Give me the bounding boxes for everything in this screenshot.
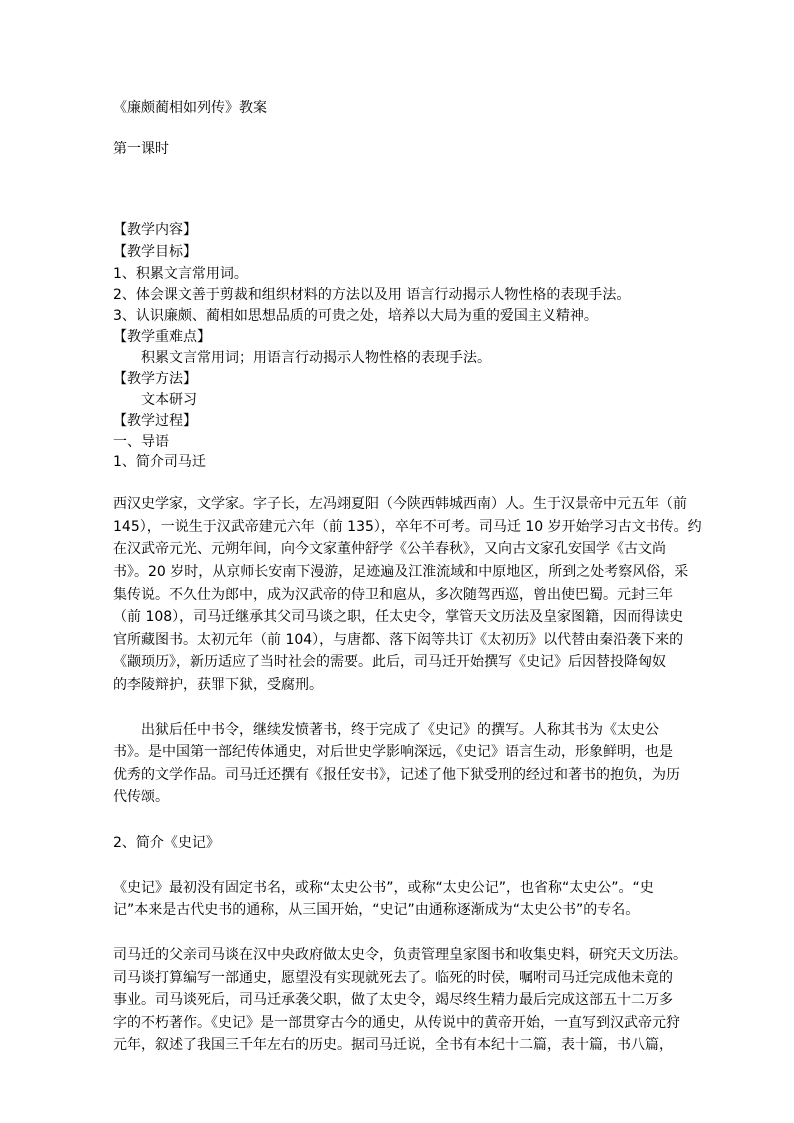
subsection-heading: 一、导语: [113, 434, 169, 450]
section-heading: 【教学目标】: [113, 244, 197, 260]
paragraph-line: 145），一说生于汉武帝建元六年（前 135），卒年不可考。司马迁 10 岁开始学习古文书传。约: [113, 519, 702, 535]
goal-item: 2、体会课文善于剪裁和组织材料的方法以及用 语言行动揭示人物性格的表现手法。: [113, 287, 631, 303]
section-heading: 【教学内容】: [113, 222, 197, 238]
paragraph-line: （前 108），司马迁继承其父司马谈之职，任太史令，掌管天文历法及皇家图籍，因而得读史: [113, 609, 684, 625]
paragraph-line: 司马谈打算编写一部通史，愿望没有实现就死去了。临死的时侯，嘱咐司马迁完成他未竟的: [113, 970, 673, 986]
paragraph-line: 记”本来是古代史书的通称，从三国开始，“史记”由通称逐渐成为“太史公书”的专名。: [113, 902, 640, 918]
lesson-label: 第一课时: [113, 141, 169, 157]
paragraph-line: 书》。20 岁时，从京师长安南下漫游，足迹遍及江淮流域和中原地区，所到之处考察风俗，采: [113, 564, 689, 580]
paragraph-line: 出狱后任中书令，继续发愤著书，终于完成了《史记》的撰写。人称其书为《太史公: [141, 722, 659, 738]
paragraph-line: 的李陵辩护，获罪下狱，受腐刑。: [113, 677, 323, 693]
paragraph-line: 元年，叙述了我国三千年左右的历史。据司马迁说，全书有本纪十二篇，表十篇，书八篇，: [113, 1037, 673, 1053]
paragraph-line: 西汉史学家，文学家。字子长，左冯翊夏阳（今陕西韩城西南）人。生于汉景帝中元五年（前: [113, 496, 687, 512]
subsection-heading: 1、简介司马迁: [113, 454, 206, 470]
paragraph-line: 官所藏图书。太初元年（前 104），与唐都、落下闳等共订《太初历》以代替由秦沿袭下来的: [113, 632, 684, 648]
paragraph-line: 字的不朽著作。《史记》是一部贯穿古今的通史，从传说中的黄帝开始，一直写到汉武帝元狩: [113, 1015, 680, 1031]
goal-item: 3、认识廉颇、蔺相如思想品质的可贵之处，培养以大局为重的爱国主义精神。: [113, 308, 598, 324]
section-heading: 【教学重难点】: [113, 329, 211, 345]
paragraph-line: 代传颂。: [113, 789, 169, 805]
section-heading: 【教学过程】: [113, 413, 197, 429]
paragraph-line: 《颛顼历》，新历适应了当时社会的需要。此后，司马迁开始撰写《史记》后因替投降匈奴: [113, 654, 666, 670]
paragraph-line: 集传说。不久仕为郎中，成为汉武帝的侍卫和扈从，多次随驾西巡，曾出使巴蜀。元封三年: [113, 587, 673, 603]
goal-item: 1、积累文言常用词。: [113, 266, 248, 282]
method-text: 文本研习: [141, 392, 197, 408]
paragraph-line: 在汉武帝元光、元朔年间，向今文家董仲舒学《公羊春秋》，又向古文家孔安国学《古文尚: [113, 541, 666, 557]
section-heading: 【教学方法】: [113, 371, 197, 387]
subsection-heading: 2、简介《史记》: [113, 835, 220, 851]
paragraph-line: 司马迁的父亲司马谈在汉中央政府做太史令，负责管理皇家图书和收集史料，研究天文历法。: [113, 947, 687, 963]
paragraph-line: 事业。司马谈死后，司马迁承袭父职，做了太史令，竭尽终生精力最后完成这部五十二万多: [113, 992, 673, 1008]
document-title: 《廉颇蔺相如列传》教案: [113, 100, 267, 116]
key-points-text: 积累文言常用词；用语言行动揭示人物性格的表现手法。: [141, 350, 491, 366]
paragraph-line: 《史记》最初没有固定书名，或称“太史公书”，或称“太史公记”，也省称“太史公”。“史: [113, 880, 654, 896]
paragraph-line: 书》。是中国第一部纪传体通史，对后世史学影响深远，《史记》语言生动，形象鲜明，也是: [113, 744, 673, 760]
paragraph-line: 优秀的文学作品。司马迁还撰有《报任安书》，记述了他下狱受刑的经过和著书的抱负，为历: [113, 767, 680, 783]
